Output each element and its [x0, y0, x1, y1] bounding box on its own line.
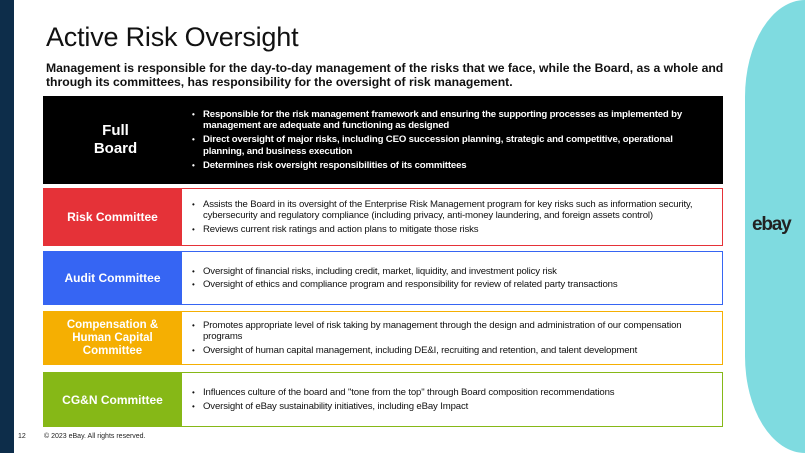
compensation-committee-row	[43, 311, 723, 365]
audit-committee-row	[43, 251, 723, 305]
audit-committee-label: Audit Committee	[43, 251, 182, 305]
compensation-label-line1: Compensation &	[66, 318, 159, 331]
compensation-committee-bullets	[192, 318, 714, 358]
bullet-item: • Promotes appropriate level of risk taking by management through the design and administration of our compensation programs	[192, 320, 714, 342]
full-board-row	[43, 96, 723, 184]
slide-subtitle: Management is responsible for the day-to-day management of the risks that we face, while the Board, as a whole and through its committees, has responsibility for the oversight of risk management.	[46, 61, 724, 89]
compensation-committee-content	[182, 312, 722, 364]
audit-committee-bullets	[192, 264, 714, 292]
left-accent-bar	[0, 0, 14, 453]
cgn-committee-label: CG&N Committee	[43, 372, 182, 427]
slide-title: Active Risk Oversight	[46, 22, 299, 52]
risk-committee-bullets	[192, 197, 714, 237]
bullet-item: • Determines risk oversight responsibilities of its committees	[192, 160, 715, 171]
cgn-committee-bullets	[192, 385, 714, 413]
ebay-logo: ebay	[752, 214, 791, 235]
bullet-item: • Direct oversight of major risks, including CEO succession planning, strategic and competitive, operational planning, and business execution	[192, 134, 715, 156]
copyright-notice: © 2023 eBay. All rights reserved.	[44, 433, 146, 440]
full-board-bullets	[192, 106, 715, 174]
bullet-item: • Oversight of human capital management, including DE&I, recruiting and retention, and talent development	[192, 345, 714, 356]
full-board-label	[43, 96, 188, 184]
bullet-item: • Reviews current risk ratings and action plans to mitigate those risks	[192, 224, 714, 235]
compensation-label-line2: Human Capital	[72, 331, 153, 344]
audit-committee-content	[182, 252, 722, 304]
compensation-label-line3: Committee	[82, 344, 143, 357]
cgn-committee-row	[43, 372, 723, 427]
bullet-item: • Oversight of eBay sustainability initiatives, including eBay Impact	[192, 401, 714, 412]
bullet-item: • Influences culture of the board and "tone from the top" through Board composition recommendations	[192, 387, 714, 398]
bullet-item: • Oversight of financial risks, including credit, market, liquidity, and investment policy risk	[192, 266, 714, 277]
bullet-item: • Responsible for the risk management framework and ensuring the supporting processes as implemented by management are adequate and functioning as designed	[192, 109, 715, 131]
risk-committee-content	[182, 189, 722, 245]
full-board-content	[188, 96, 723, 184]
page-number: 12	[18, 433, 26, 440]
full-board-label-line2: Board	[93, 140, 138, 157]
cgn-committee-content	[182, 373, 722, 426]
risk-committee-row	[43, 188, 723, 246]
bullet-item: • Oversight of ethics and compliance program and responsibility for review of related party transactions	[192, 279, 714, 290]
compensation-committee-label	[43, 311, 182, 365]
risk-committee-label: Risk Committee	[43, 188, 182, 246]
bullet-item: • Assists the Board in its oversight of the Enterprise Risk Management program for key risks such as information security, cybersecurity and regulatory compliance (including privacy, anti-money laundering, and foreign assets control)	[192, 199, 714, 221]
full-board-label-line1: Full	[102, 122, 129, 139]
